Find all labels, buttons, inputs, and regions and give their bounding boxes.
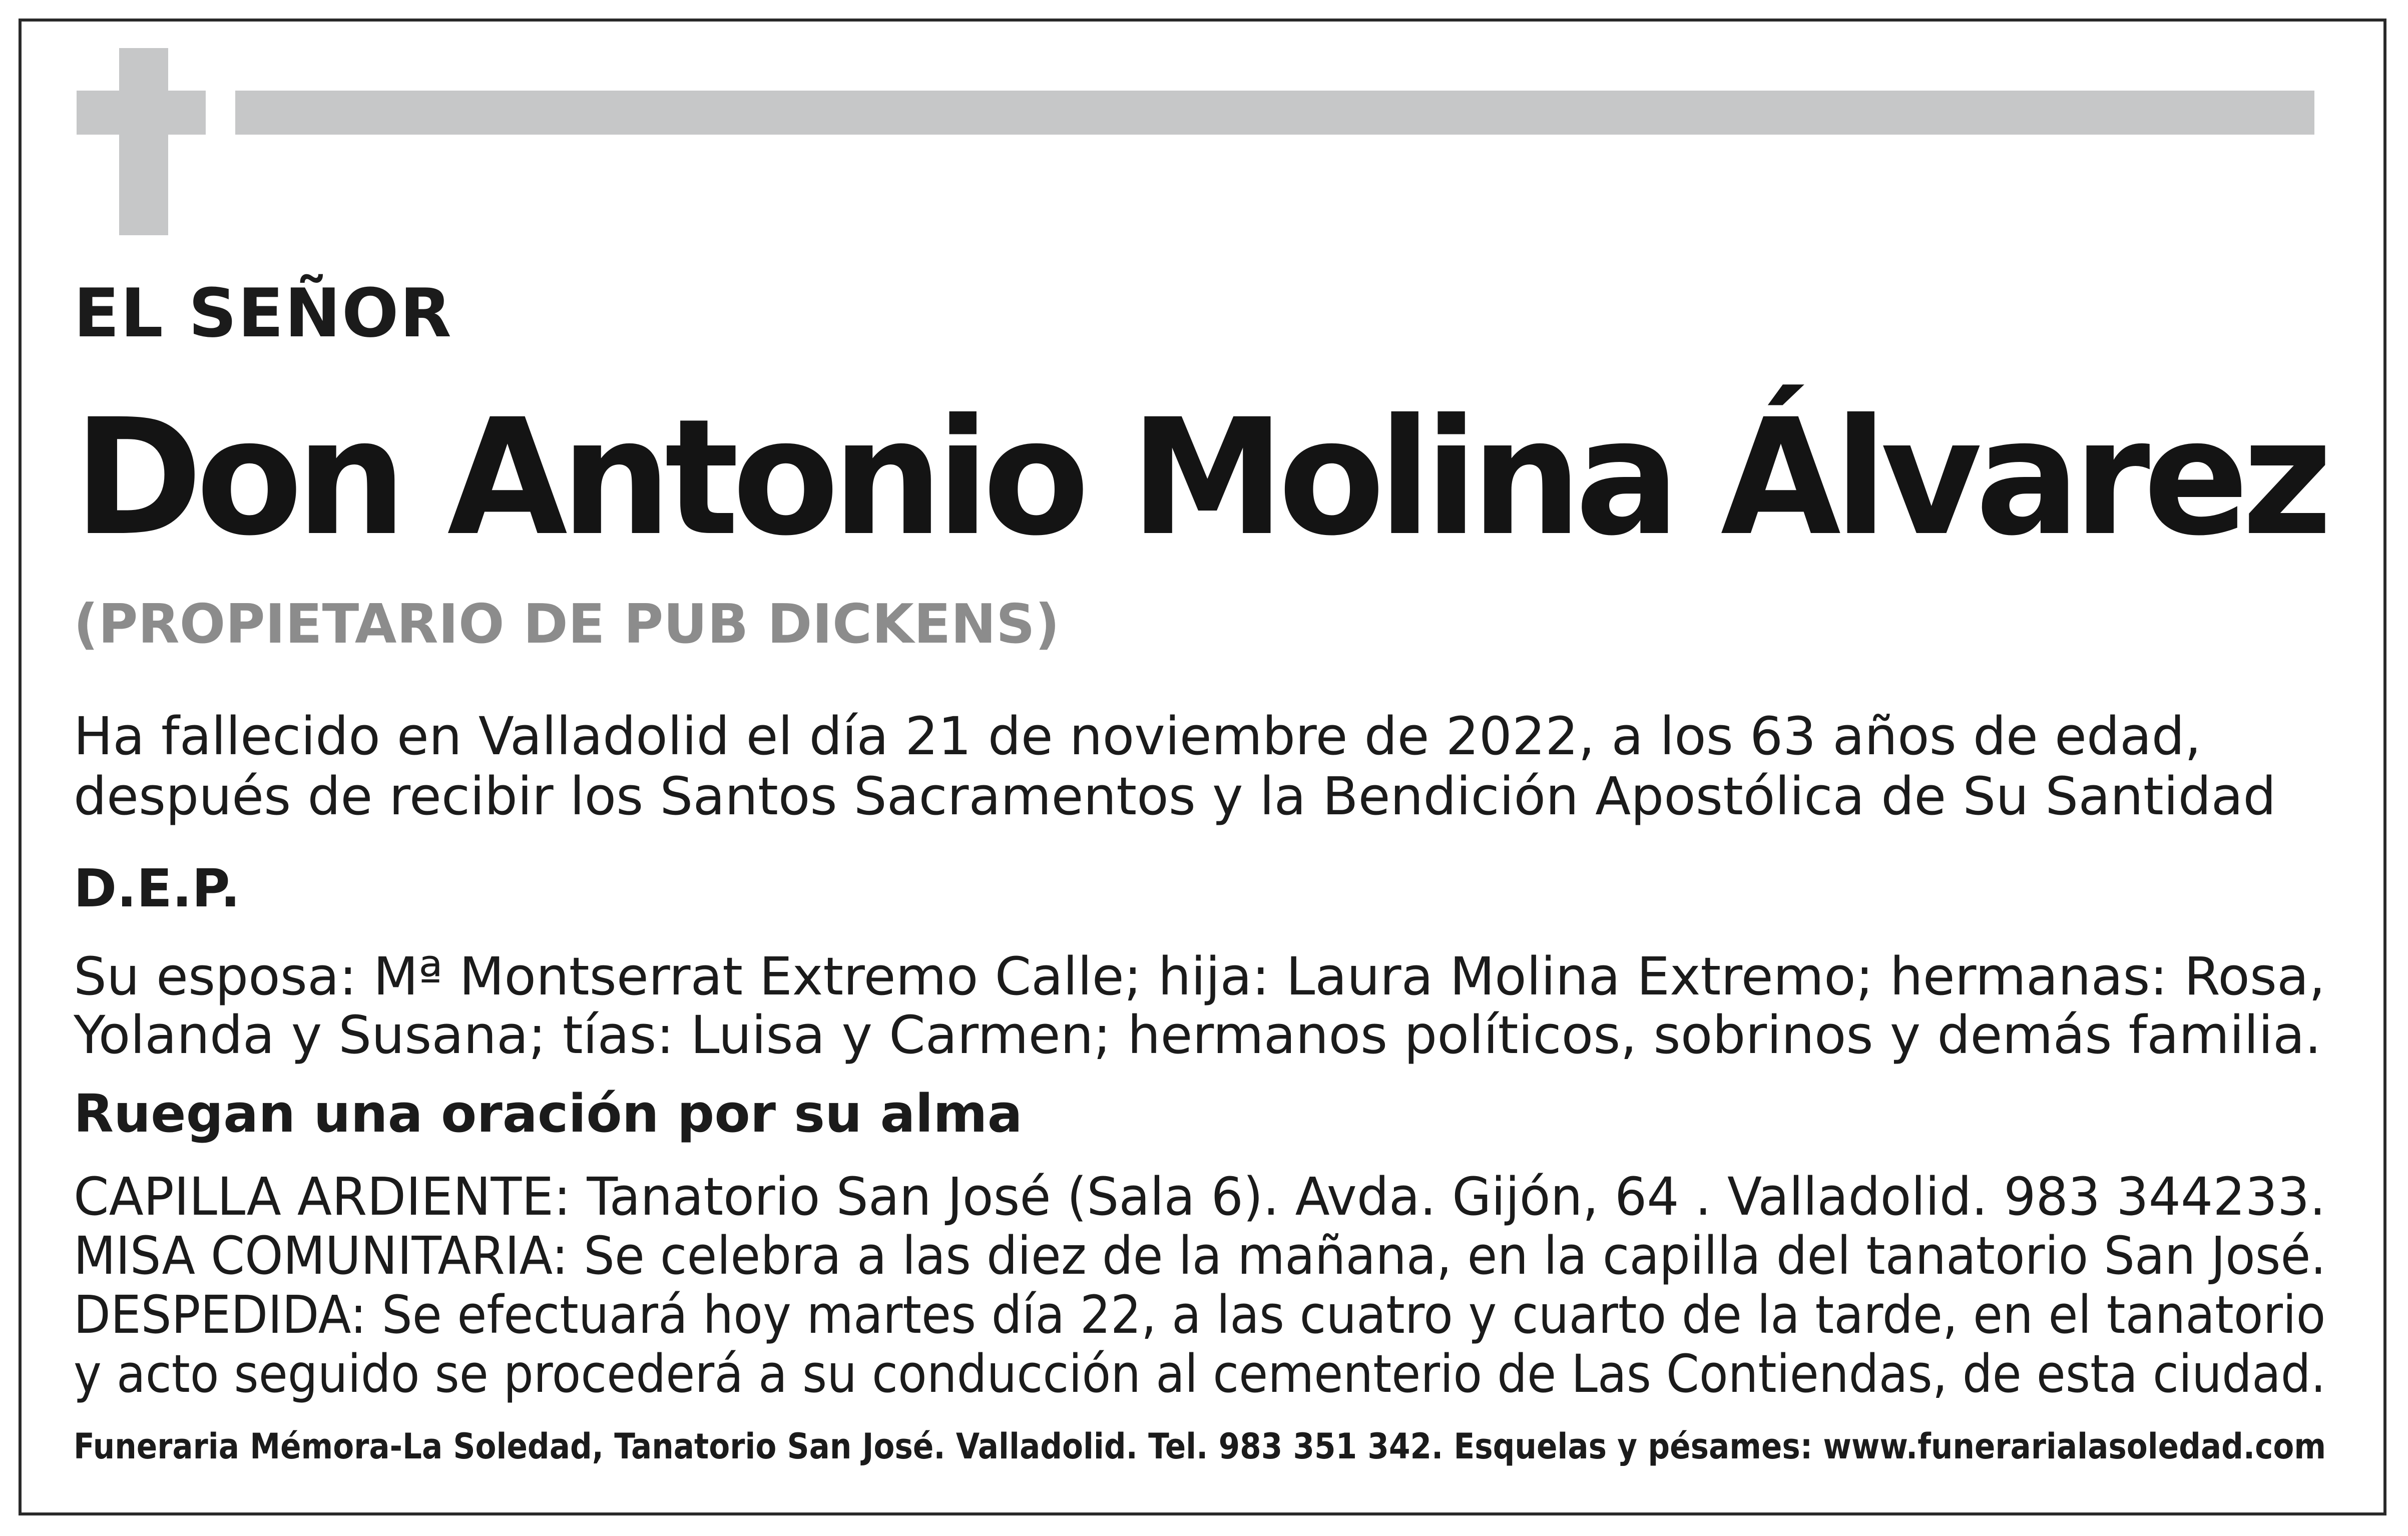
deceased-subtitle: (PROPIETARIO DE PUB DICKENS) [74, 593, 1060, 656]
cross-icon [77, 48, 206, 235]
service-line-chapel: CAPILLA ARDIENTE: Tanatorio San José (Sala 6). Avda. Gijón, 64 . Valladolid. 983 344233. [74, 1166, 2326, 1227]
family-line: Yolanda y Susana; tías: Luisa y Carmen; hermanos políticos, sobrinos y demás familia. [74, 1004, 2321, 1066]
salutation: EL SEÑOR [74, 274, 452, 352]
cross-icon-vertical-bar [119, 48, 168, 235]
deceased-name: Don Antonio Molina Álvarez [74, 385, 2326, 571]
prayer-request: Ruegan una oración por su alma [74, 1083, 1023, 1144]
funeral-home-footer: Funeraria Mémora-La Soledad, Tanatorio San José. Valladolid. Tel. 983 351 342. Esquelas y pésames: www.funerarialasoledad.com [74, 1426, 2326, 1467]
family-line: Su esposa: Mª Montserrat Extremo Calle; hija: Laura Molina Extremo; hermanas: Rosa, [74, 946, 2325, 1007]
cross-icon-horizontal-bar [77, 91, 206, 135]
death-announcement-line: Ha fallecido en Valladolid el día 21 de noviembre de 2022, a los 63 años de edad, [74, 706, 2201, 767]
service-line-mass: MISA COMUNITARIA: Se celebra a las diez de la mañana, en la capilla del tanatorio San José. [74, 1225, 2326, 1286]
service-line-burial: y acto seguido se procederá a su conducción al cementerio de Las Contiendas, de esta ciudad. [74, 1343, 2326, 1404]
header-rule-bar [235, 91, 2314, 135]
rest-in-peace-label: D.E.P. [74, 858, 241, 919]
death-announcement-line: después de recibir los Santos Sacramentos y la Bendición Apostólica de Su Santidad [74, 766, 2276, 827]
service-line-farewell: DESPEDIDA: Se efectuará hoy martes día 22, a las cuatro y cuarto de la tarde, en el tanatorio [74, 1284, 2326, 1345]
